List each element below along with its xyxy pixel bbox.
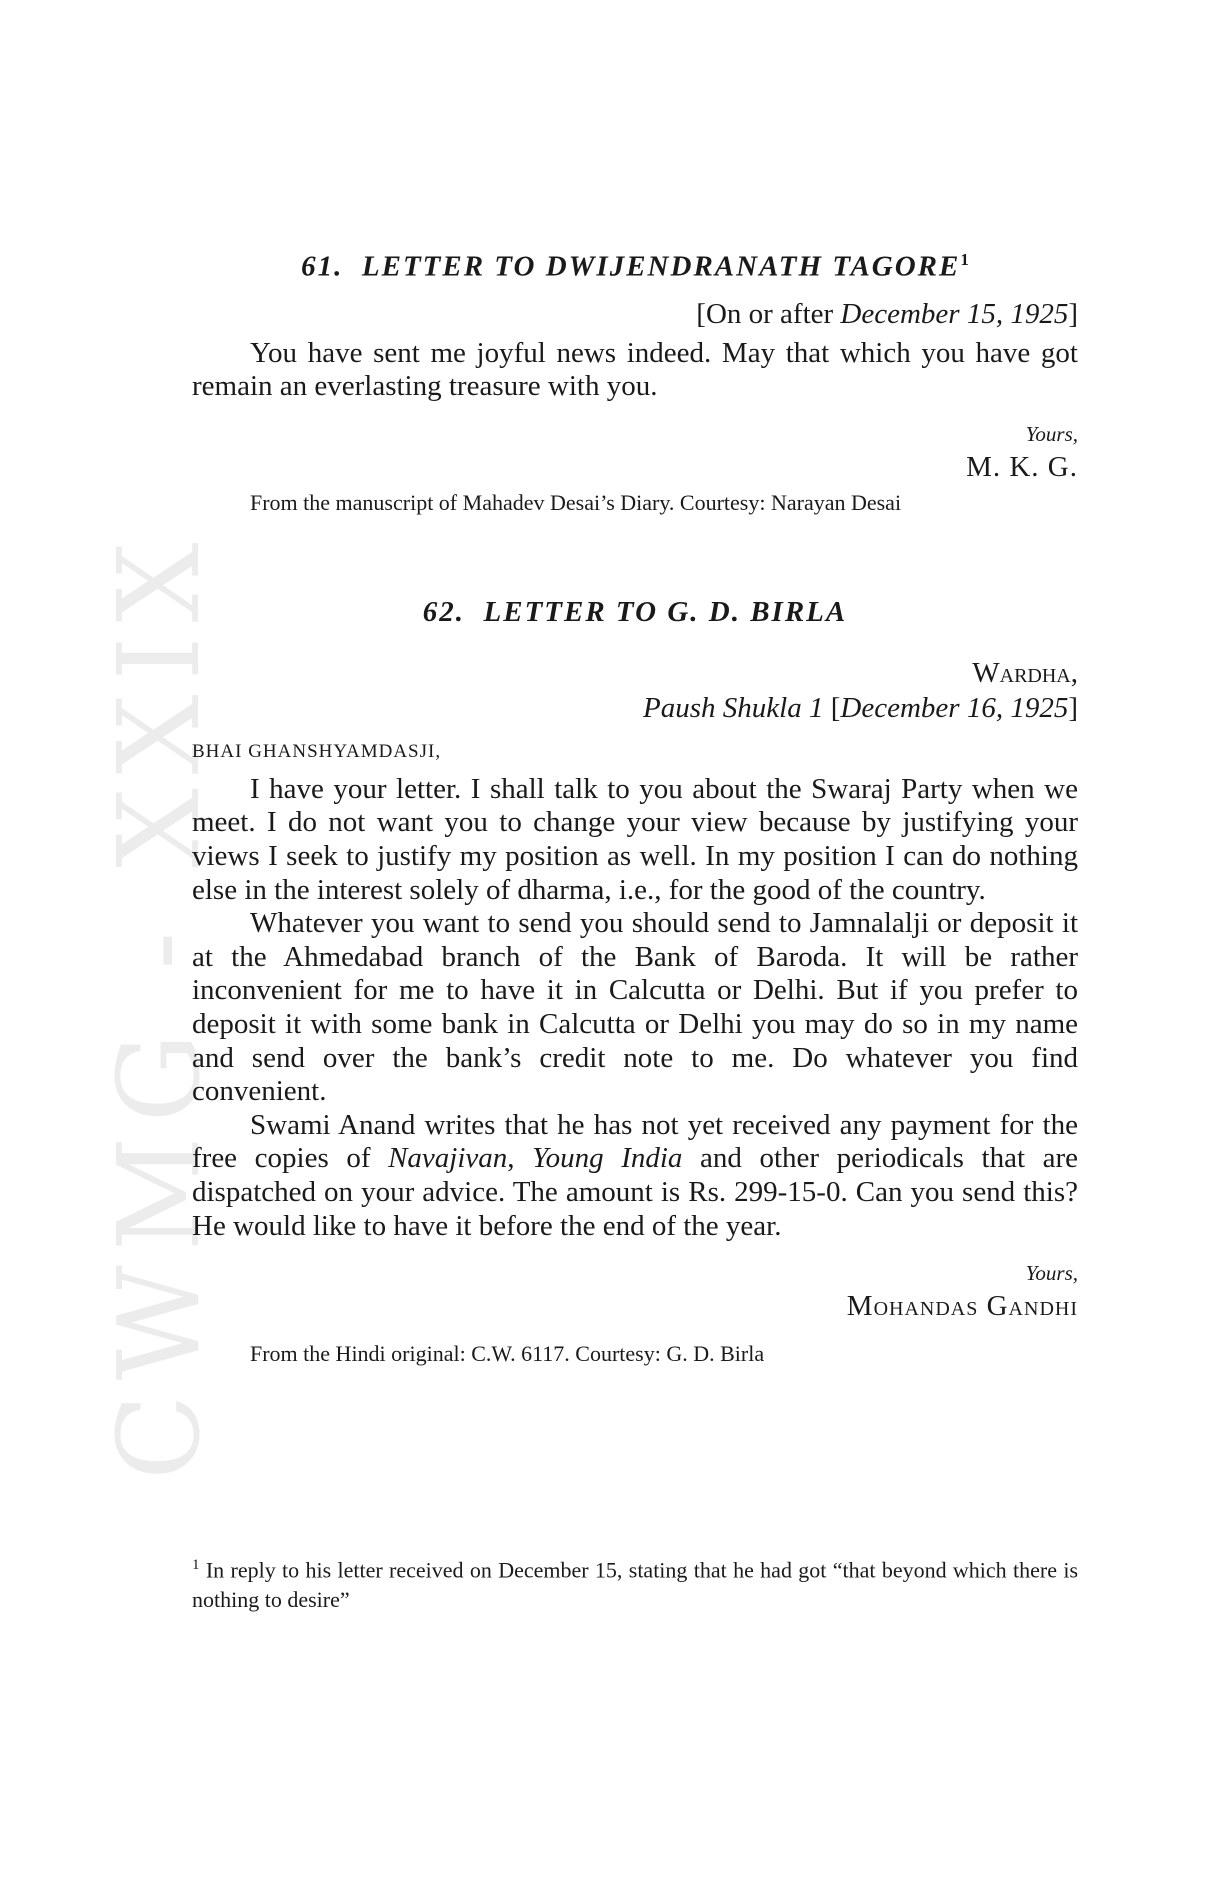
paragraph-1: I have your letter. I shall talk to you about the Swaraj Party when we meet. I do not want you to change your view because by justifying your views I seek to justify my position as well. In my position I can do nothing else in the interest solely of dharma, i.e., for the good of the country. <box>192 772 1078 906</box>
paragraph-3: Swami Anand writes that he has not yet received any payment for the free copies of Navajivan, Young India and other periodicals that are dispatched on your advice. The amount is Rs. 299-15-0. Can you send this? He would like to have it before the end of the year. <box>192 1108 1078 1242</box>
paragraph-2: Whatever you want to send you should send to Jamnalalji or deposit it at the Ahmedabad branch of the Bank of Baroda. It will be rather inconvenient for me to have it in Calcutta or Delhi. But if you prefer to deposit it with some bank in Calcutta or Delhi you may do so in my name and send over the bank’s credit note to me. Do whatever you find convenient. <box>192 907 1078 1108</box>
letter-date: [On or after December 15, 1925] <box>696 297 1078 330</box>
letter-place: Wardha, <box>972 656 1078 689</box>
signature: M. K. G. <box>966 450 1078 483</box>
source-note: From the manuscript of Mahadev Desai’s Diary. Courtesy: Narayan Desai <box>250 489 902 515</box>
letter-body: You have sent me joyful news indeed. May that which you have got remain an everlasting treasure with you. <box>192 336 1078 403</box>
source-note: From the Hindi original: C.W. 6117. Courtesy: G. D. Birla <box>250 1341 765 1367</box>
letter-62 <box>192 596 1078 1367</box>
footnote-marker: 1 <box>192 1557 200 1573</box>
letter-number: 61. <box>301 250 344 283</box>
young-india-title: Young India <box>532 1142 683 1175</box>
salutation: BHAI GHANSHYAMDASJI, <box>192 740 442 762</box>
footnote-text: In reply to his letter received on December 15, stating that he had got “that beyond which there is nothing to desire” <box>192 1557 1078 1613</box>
closing: Yours, <box>1025 421 1078 446</box>
letter-number: 62. <box>422 595 466 628</box>
closing: Yours, <box>1025 1261 1078 1286</box>
letter-title: LETTER TO G. D. BIRLA <box>483 595 848 628</box>
footnote-ref[interactable]: 1 <box>960 250 969 269</box>
footnote <box>192 1550 1078 1615</box>
letter-61 <box>192 250 1078 516</box>
letter-61-heading <box>192 250 1078 284</box>
letter-62-heading <box>192 596 1078 629</box>
navajivan-title: Navajivan <box>388 1142 508 1175</box>
letter-date: Paush Shukla 1 [December 16, 1925] <box>643 691 1078 724</box>
signature: Mohandas Gandhi <box>846 1290 1078 1323</box>
letter-title: LETTER TO DWIJENDRANATH TAGORE <box>361 250 961 283</box>
page-content <box>192 250 1078 1367</box>
watermark: CWMG - XXIX <box>95 528 225 1480</box>
